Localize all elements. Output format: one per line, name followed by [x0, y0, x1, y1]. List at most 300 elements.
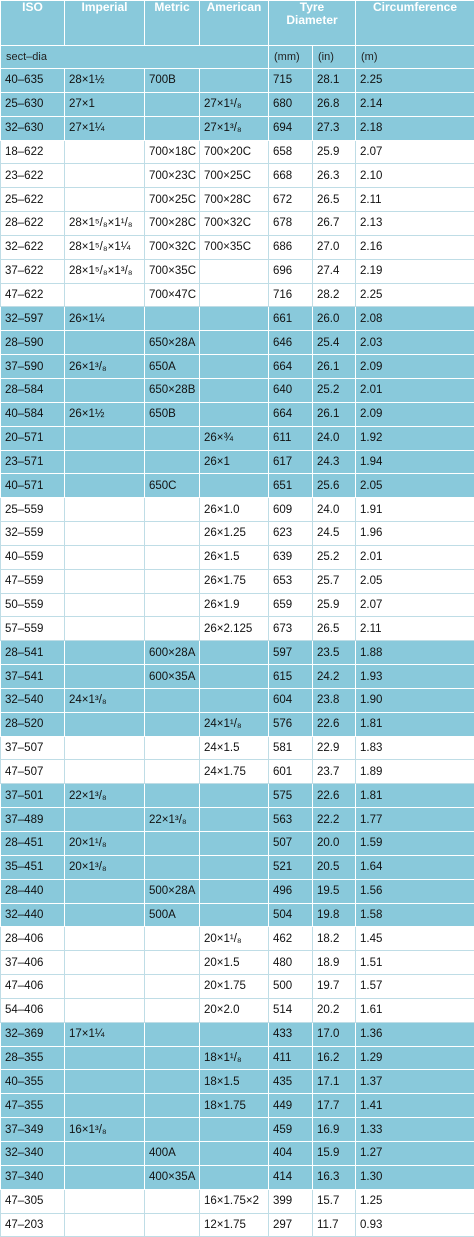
cell-iso: 32–559 [1, 522, 65, 546]
cell-iso: 54–406 [1, 998, 65, 1022]
cell-iso: 40–635 [1, 69, 65, 93]
cell-metric [145, 1213, 200, 1237]
cell-circumference-m: 2.05 [356, 569, 474, 593]
cell-imperial [65, 617, 145, 641]
cell-imperial: 28×1⁵/₈×1³/₈ [65, 259, 145, 283]
cell-circumference-m: 2.01 [356, 378, 474, 402]
cell-diameter-in: 26.3 [313, 164, 356, 188]
table-row [1, 1070, 474, 1094]
cell-diameter-in: 25.7 [313, 569, 356, 593]
cell-metric [145, 569, 200, 593]
cell-circumference-m: 2.09 [356, 402, 474, 426]
cell-circumference-m: 1.33 [356, 1118, 474, 1142]
cell-american [200, 283, 269, 307]
table-row [1, 665, 474, 689]
cell-american [200, 307, 269, 331]
cell-imperial [65, 498, 145, 522]
cell-circumference-m: 1.77 [356, 808, 474, 832]
subheader-in: (in) [313, 46, 356, 69]
cell-circumference-m: 1.61 [356, 998, 474, 1022]
cell-american: 700×35C [200, 235, 269, 259]
cell-circumference-m: 2.25 [356, 283, 474, 307]
cell-metric: 500×28A [145, 879, 200, 903]
cell-american: 20×1.75 [200, 975, 269, 999]
cell-circumference-m: 2.14 [356, 92, 474, 116]
cell-iso: 37–507 [1, 736, 65, 760]
cell-diameter-in: 26.1 [313, 402, 356, 426]
cell-iso: 50–559 [1, 593, 65, 617]
cell-circumference-m: 1.37 [356, 1070, 474, 1094]
table-row [1, 975, 474, 999]
cell-circumference-m: 2.07 [356, 140, 474, 164]
cell-circumference-m: 1.59 [356, 832, 474, 856]
cell-american: 18×1.75 [200, 1094, 269, 1118]
table-row [1, 259, 474, 283]
cell-iso: 37–541 [1, 665, 65, 689]
table-row [1, 307, 474, 331]
cell-metric [145, 712, 200, 736]
cell-circumference-m: 1.57 [356, 975, 474, 999]
cell-diameter-mm: 601 [269, 760, 313, 784]
cell-circumference-m: 1.91 [356, 498, 474, 522]
table-row [1, 832, 474, 856]
cell-american [200, 1118, 269, 1142]
table-row [1, 927, 474, 951]
cell-circumference-m: 2.03 [356, 331, 474, 355]
cell-metric [145, 450, 200, 474]
cell-diameter-in: 27.3 [313, 116, 356, 140]
cell-iso: 47–355 [1, 1094, 65, 1118]
cell-diameter-in: 16.3 [313, 1165, 356, 1189]
cell-imperial [65, 188, 145, 212]
table-row [1, 92, 474, 116]
table-row [1, 1213, 474, 1237]
table-row [1, 736, 474, 760]
cell-metric [145, 307, 200, 331]
cell-metric: 700×32C [145, 235, 200, 259]
cell-metric [145, 784, 200, 808]
cell-american [200, 808, 269, 832]
cell-diameter-in: 26.5 [313, 617, 356, 641]
cell-metric: 600×35A [145, 665, 200, 689]
cell-diameter-mm: 411 [269, 1046, 313, 1070]
cell-american: 26×1.75 [200, 569, 269, 593]
cell-circumference-m: 1.51 [356, 951, 474, 975]
cell-circumference-m: 2.19 [356, 259, 474, 283]
table-row [1, 212, 474, 236]
cell-diameter-mm: 433 [269, 1022, 313, 1046]
cell-diameter-mm: 611 [269, 426, 313, 450]
cell-metric [145, 498, 200, 522]
table-row [1, 617, 474, 641]
cell-circumference-m: 1.25 [356, 1189, 474, 1213]
cell-diameter-mm: 640 [269, 378, 313, 402]
cell-imperial [65, 593, 145, 617]
cell-metric: 400×35A [145, 1165, 200, 1189]
cell-diameter-in: 26.8 [313, 92, 356, 116]
cell-circumference-m: 1.56 [356, 879, 474, 903]
cell-imperial [65, 1046, 145, 1070]
cell-imperial: 28×1⁵/₈×1¹/₈ [65, 212, 145, 236]
cell-american [200, 1141, 269, 1165]
table-row [1, 1165, 474, 1189]
cell-diameter-mm: 449 [269, 1094, 313, 1118]
cell-metric: 650×28B [145, 378, 200, 402]
cell-diameter-mm: 609 [269, 498, 313, 522]
table-row [1, 855, 474, 879]
cell-iso: 18–622 [1, 140, 65, 164]
cell-diameter-mm: 623 [269, 522, 313, 546]
cell-metric [145, 736, 200, 760]
table-row [1, 140, 474, 164]
cell-metric: 22×1³/₈ [145, 808, 200, 832]
cell-american [200, 903, 269, 927]
cell-metric: 600×28A [145, 641, 200, 665]
cell-diameter-mm: 462 [269, 927, 313, 951]
cell-imperial [65, 641, 145, 665]
table-body [1, 46, 474, 1237]
cell-diameter-in: 19.5 [313, 879, 356, 903]
cell-imperial [65, 808, 145, 832]
cell-diameter-in: 24.2 [313, 665, 356, 689]
cell-circumference-m: 2.11 [356, 188, 474, 212]
cell-metric [145, 426, 200, 450]
cell-diameter-in: 20.0 [313, 832, 356, 856]
cell-diameter-mm: 563 [269, 808, 313, 832]
cell-diameter-in: 17.0 [313, 1022, 356, 1046]
table-row [1, 378, 474, 402]
cell-american: 26×1.5 [200, 545, 269, 569]
table-row [1, 355, 474, 379]
cell-iso: 32–597 [1, 307, 65, 331]
cell-iso: 28–451 [1, 832, 65, 856]
cell-circumference-m: 2.10 [356, 164, 474, 188]
table-row [1, 1189, 474, 1213]
cell-iso: 37–406 [1, 951, 65, 975]
cell-diameter-mm: 651 [269, 474, 313, 498]
cell-imperial [65, 760, 145, 784]
cell-diameter-in: 22.9 [313, 736, 356, 760]
cell-diameter-mm: 507 [269, 832, 313, 856]
cell-metric [145, 975, 200, 999]
cell-diameter-in: 22.6 [313, 712, 356, 736]
cell-circumference-m: 1.41 [356, 1094, 474, 1118]
cell-diameter-mm: 504 [269, 903, 313, 927]
cell-iso: 25–559 [1, 498, 65, 522]
table-row [1, 1118, 474, 1142]
cell-iso: 20–571 [1, 426, 65, 450]
cell-diameter-in: 25.4 [313, 331, 356, 355]
cell-american: 26×2.125 [200, 617, 269, 641]
cell-iso: 25–622 [1, 188, 65, 212]
table-row [1, 1022, 474, 1046]
cell-iso: 28–520 [1, 712, 65, 736]
cell-iso: 47–406 [1, 975, 65, 999]
cell-imperial: 22×1³/₈ [65, 784, 145, 808]
cell-american [200, 688, 269, 712]
subheader-m: (m) [356, 46, 474, 69]
cell-diameter-mm: 581 [269, 736, 313, 760]
cell-diameter-mm: 664 [269, 402, 313, 426]
cell-diameter-in: 18.9 [313, 951, 356, 975]
table-row [1, 498, 474, 522]
header-american: American [200, 1, 269, 46]
cell-diameter-in: 23.7 [313, 760, 356, 784]
table-row [1, 450, 474, 474]
cell-circumference-m: 2.13 [356, 212, 474, 236]
cell-diameter-mm: 414 [269, 1165, 313, 1189]
cell-circumference-m: 1.64 [356, 855, 474, 879]
cell-imperial: 27×1¼ [65, 116, 145, 140]
cell-diameter-mm: 668 [269, 164, 313, 188]
cell-iso: 23–571 [1, 450, 65, 474]
cell-american: 700×28C [200, 188, 269, 212]
table-row [1, 879, 474, 903]
cell-diameter-in: 17.7 [313, 1094, 356, 1118]
cell-iso: 28–584 [1, 378, 65, 402]
cell-imperial [65, 998, 145, 1022]
cell-american [200, 641, 269, 665]
cell-metric [145, 832, 200, 856]
table-row [1, 998, 474, 1022]
cell-metric [145, 1070, 200, 1094]
cell-circumference-m: 1.89 [356, 760, 474, 784]
cell-imperial [65, 140, 145, 164]
table-row [1, 235, 474, 259]
cell-diameter-mm: 297 [269, 1213, 313, 1237]
cell-metric: 700×25C [145, 188, 200, 212]
cell-diameter-mm: 399 [269, 1189, 313, 1213]
table-header [1, 1, 474, 46]
cell-iso: 47–559 [1, 569, 65, 593]
cell-circumference-m: 1.29 [356, 1046, 474, 1070]
cell-diameter-in: 15.9 [313, 1141, 356, 1165]
cell-circumference-m: 1.30 [356, 1165, 474, 1189]
cell-imperial: 26×1¼ [65, 307, 145, 331]
cell-imperial [65, 164, 145, 188]
cell-american: 27×1¹/₈ [200, 92, 269, 116]
cell-imperial [65, 569, 145, 593]
cell-metric: 700×47C [145, 283, 200, 307]
cell-diameter-mm: 604 [269, 688, 313, 712]
cell-imperial: 20×1¹/₈ [65, 832, 145, 856]
cell-metric [145, 617, 200, 641]
cell-imperial: 27×1 [65, 92, 145, 116]
cell-diameter-mm: 686 [269, 235, 313, 259]
table-row [1, 283, 474, 307]
cell-imperial [65, 712, 145, 736]
cell-diameter-in: 27.4 [313, 259, 356, 283]
cell-circumference-m: 2.07 [356, 593, 474, 617]
cell-circumference-m: 1.92 [356, 426, 474, 450]
cell-imperial [65, 665, 145, 689]
cell-iso: 32–622 [1, 235, 65, 259]
cell-metric [145, 1022, 200, 1046]
cell-metric [145, 1118, 200, 1142]
cell-diameter-in: 19.7 [313, 975, 356, 999]
cell-diameter-in: 19.8 [313, 903, 356, 927]
cell-diameter-mm: 661 [269, 307, 313, 331]
cell-imperial [65, 1141, 145, 1165]
cell-iso: 37–501 [1, 784, 65, 808]
cell-diameter-mm: 514 [269, 998, 313, 1022]
cell-metric: 700×23C [145, 164, 200, 188]
cell-circumference-m: 2.01 [356, 545, 474, 569]
cell-iso: 28–355 [1, 1046, 65, 1070]
subheader-row [1, 46, 474, 69]
cell-circumference-m: 1.94 [356, 450, 474, 474]
cell-metric: 700×28C [145, 212, 200, 236]
cell-american: 18×1.5 [200, 1070, 269, 1094]
table-row [1, 474, 474, 498]
cell-metric [145, 855, 200, 879]
cell-american: 26×1.9 [200, 593, 269, 617]
header-circumference: Circumference [356, 1, 474, 46]
cell-circumference-m: 1.81 [356, 784, 474, 808]
cell-iso: 28–590 [1, 331, 65, 355]
cell-diameter-mm: 521 [269, 855, 313, 879]
cell-circumference-m: 2.08 [356, 307, 474, 331]
cell-metric [145, 545, 200, 569]
cell-american: 24×1.75 [200, 760, 269, 784]
table-row [1, 760, 474, 784]
cell-american: 12×1.75 [200, 1213, 269, 1237]
cell-iso: 28–541 [1, 641, 65, 665]
cell-circumference-m: 1.96 [356, 522, 474, 546]
cell-imperial [65, 331, 145, 355]
table-row [1, 712, 474, 736]
table-row [1, 808, 474, 832]
cell-imperial [65, 1213, 145, 1237]
cell-metric [145, 951, 200, 975]
table-row [1, 545, 474, 569]
cell-circumference-m: 2.16 [356, 235, 474, 259]
table-row [1, 188, 474, 212]
cell-iso: 40–584 [1, 402, 65, 426]
cell-diameter-in: 24.3 [313, 450, 356, 474]
cell-diameter-in: 23.8 [313, 688, 356, 712]
cell-metric: 700×35C [145, 259, 200, 283]
table-row [1, 522, 474, 546]
cell-diameter-in: 23.5 [313, 641, 356, 665]
cell-imperial [65, 736, 145, 760]
table-row [1, 1094, 474, 1118]
cell-imperial [65, 522, 145, 546]
cell-metric [145, 1046, 200, 1070]
cell-iso: 47–305 [1, 1189, 65, 1213]
table-row [1, 331, 474, 355]
cell-diameter-in: 26.0 [313, 307, 356, 331]
cell-american [200, 1165, 269, 1189]
cell-iso: 28–406 [1, 927, 65, 951]
cell-diameter-mm: 653 [269, 569, 313, 593]
cell-american: 700×25C [200, 164, 269, 188]
cell-diameter-mm: 646 [269, 331, 313, 355]
table-row [1, 1141, 474, 1165]
cell-american: 20×1.5 [200, 951, 269, 975]
cell-diameter-in: 28.2 [313, 283, 356, 307]
cell-diameter-in: 11.7 [313, 1213, 356, 1237]
cell-american [200, 378, 269, 402]
cell-american [200, 665, 269, 689]
cell-diameter-mm: 664 [269, 355, 313, 379]
cell-imperial [65, 426, 145, 450]
cell-diameter-mm: 639 [269, 545, 313, 569]
cell-imperial [65, 927, 145, 951]
cell-american: 24×1¹/₈ [200, 712, 269, 736]
cell-iso: 37–622 [1, 259, 65, 283]
table-row [1, 426, 474, 450]
header-tyre-diameter [269, 1, 356, 46]
cell-iso: 57–559 [1, 617, 65, 641]
cell-metric [145, 927, 200, 951]
cell-diameter-in: 24.5 [313, 522, 356, 546]
table-row [1, 688, 474, 712]
table-row [1, 1046, 474, 1070]
cell-iso: 32–630 [1, 116, 65, 140]
cell-metric [145, 92, 200, 116]
cell-american: 26×1.0 [200, 498, 269, 522]
cell-american: 27×1³/₈ [200, 116, 269, 140]
cell-diameter-in: 25.2 [313, 545, 356, 569]
cell-diameter-mm: 435 [269, 1070, 313, 1094]
table-row [1, 641, 474, 665]
cell-american [200, 855, 269, 879]
cell-imperial [65, 1165, 145, 1189]
cell-metric: 500A [145, 903, 200, 927]
cell-imperial [65, 1070, 145, 1094]
cell-diameter-in: 18.2 [313, 927, 356, 951]
cell-metric: 650B [145, 402, 200, 426]
cell-circumference-m: 1.81 [356, 712, 474, 736]
cell-iso: 37–340 [1, 1165, 65, 1189]
cell-iso: 37–489 [1, 808, 65, 832]
cell-diameter-in: 25.9 [313, 140, 356, 164]
cell-diameter-mm: 617 [269, 450, 313, 474]
cell-iso: 35–451 [1, 855, 65, 879]
cell-imperial [65, 474, 145, 498]
table-row [1, 116, 474, 140]
cell-american [200, 355, 269, 379]
cell-diameter-in: 26.5 [313, 188, 356, 212]
cell-metric: 650C [145, 474, 200, 498]
cell-iso: 32–369 [1, 1022, 65, 1046]
cell-imperial: 16×1³/₈ [65, 1118, 145, 1142]
cell-diameter-mm: 404 [269, 1141, 313, 1165]
cell-diameter-mm: 715 [269, 69, 313, 93]
cell-circumference-m: 0.93 [356, 1213, 474, 1237]
cell-diameter-in: 16.9 [313, 1118, 356, 1142]
cell-imperial [65, 1189, 145, 1213]
table-row [1, 784, 474, 808]
cell-diameter-mm: 459 [269, 1118, 313, 1142]
cell-imperial: 28×1½ [65, 69, 145, 93]
cell-diameter-in: 20.5 [313, 855, 356, 879]
header-metric: Metric [145, 1, 200, 46]
cell-american [200, 402, 269, 426]
cell-american [200, 784, 269, 808]
cell-american [200, 259, 269, 283]
cell-diameter-in: 28.1 [313, 69, 356, 93]
cell-iso: 40–559 [1, 545, 65, 569]
cell-american [200, 69, 269, 93]
cell-diameter-in: 16.2 [313, 1046, 356, 1070]
cell-diameter-mm: 576 [269, 712, 313, 736]
cell-iso: 47–622 [1, 283, 65, 307]
cell-iso: 47–507 [1, 760, 65, 784]
cell-imperial [65, 951, 145, 975]
cell-circumference-m: 1.88 [356, 641, 474, 665]
